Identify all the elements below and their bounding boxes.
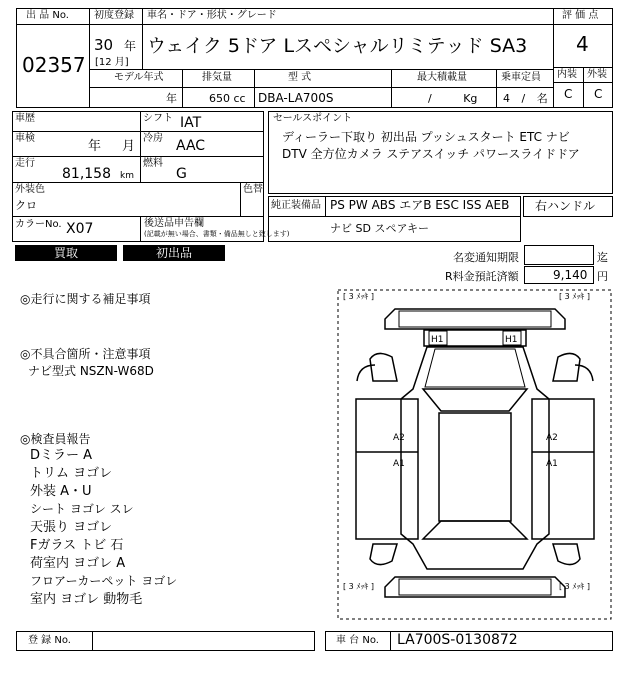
recycle-value: 9,140: [553, 268, 588, 282]
name-change-box: [524, 245, 594, 265]
buy-tag: 買取: [15, 245, 117, 261]
mileage-value: 81,158: [62, 166, 111, 182]
report-line-9: 室内 ヨゴレ 動物毛: [30, 592, 143, 607]
car-name: ウェイク 5ドア Lスペシャルリミテッド SA3: [147, 35, 528, 57]
exterior-label: 外装: [587, 69, 607, 80]
shift-value: IAT: [180, 115, 202, 131]
reg-month: [12 月]: [95, 57, 129, 68]
aftermarket-note: (記載が無い場合、書類・備品無しと致します): [144, 230, 290, 238]
equipment-label: 純正装備品: [271, 200, 321, 211]
name-change-unit: 迄: [597, 251, 608, 264]
max-load-label: 最大積載量: [417, 72, 467, 83]
aftermarket-items: ナビ SD スペアキー: [330, 222, 430, 235]
mark-a1-right: A1: [546, 459, 558, 469]
car-damage-diagram: [337, 289, 612, 620]
first-reg-label: 初度登録: [94, 10, 134, 21]
defect-line: ナビ型式 NSZN-W68D: [28, 364, 154, 378]
lot-label: 出 品 No.: [26, 10, 69, 21]
interior-label: 内装: [557, 69, 577, 80]
sales-line-1: ディーラー下取り 初出品 プッシュスタート ETC ナビ: [282, 130, 570, 144]
inspection-label: 車検: [15, 133, 35, 144]
fuel-value: G: [176, 166, 187, 182]
ext-color-value: クロ: [15, 199, 37, 212]
inspection-month: 月: [122, 139, 136, 154]
exterior-grade: C: [594, 87, 603, 101]
ac-value: AAC: [176, 138, 206, 154]
driving-notes-title: ◎走行に関する補足事項: [20, 292, 151, 306]
color-change-label: 色替: [243, 184, 263, 195]
score-label: 評 価 点: [562, 10, 599, 21]
report-line-2: トリム ヨゴレ: [30, 466, 113, 481]
corner-label-br: [ 3 ﾒｯｷ ]: [559, 582, 590, 591]
mark-a2-left: A2: [393, 433, 405, 443]
model-label: 車名・ドア・形状・グレード: [147, 10, 277, 21]
sales-label: セールスポイント: [273, 113, 353, 124]
report-line-3: 外装 A・U: [30, 484, 92, 499]
history-label: 車歴: [15, 113, 35, 124]
inspector-report-title: ◎検査員報告: [20, 432, 91, 446]
max-load-value: / Kg: [428, 92, 478, 105]
type-value: DBA-LA700S: [258, 91, 334, 105]
chassis-label: 車 台 No.: [336, 635, 379, 646]
chassis-value: LA700S-0130872: [397, 632, 518, 648]
displacement-label: 排気量: [202, 72, 232, 83]
inspection-year: 年: [88, 139, 102, 154]
report-line-1: Dミラー A: [30, 448, 93, 463]
model-year-label: モデル年式: [114, 72, 164, 83]
displacement-value: 650 cc: [209, 92, 246, 105]
overall-score: 4: [576, 32, 589, 56]
handle-value: 右ハンドル: [535, 199, 596, 213]
report-line-5: 天張り ヨゴレ: [30, 520, 113, 535]
mark-h1-left: H1: [431, 335, 444, 345]
recycle-unit: 円: [597, 270, 608, 283]
name-change-label: 名変通知期限: [453, 251, 519, 264]
mileage-label: 走行: [15, 158, 35, 169]
model-year-unit: 年: [166, 92, 177, 105]
corner-label-tr: [ 3 ﾒｯｷ ]: [559, 292, 590, 301]
type-label: 型 式: [288, 72, 312, 83]
lot-number: 02357: [22, 53, 86, 77]
sales-line-2: DTV 全方位カメラ ステアスイッチ パワースライドドア: [282, 147, 580, 161]
report-line-4: シート ヨゴレ スレ: [30, 502, 134, 516]
capacity-label: 乗車定員: [501, 72, 541, 83]
reg-year: 30: [94, 36, 114, 54]
fuel-label: 燃料: [143, 158, 163, 169]
report-line-6: Fガラス トビ 石: [30, 538, 124, 553]
capacity-value: 4 / 名: [503, 92, 548, 105]
reg-year-unit: 年: [124, 39, 137, 53]
first-listing-tag: 初出品: [123, 245, 225, 261]
defect-notes-title: ◎不具合箇所・注意事項: [20, 347, 151, 361]
aftermarket-label: 後送品申告欄: [144, 218, 204, 229]
mileage-unit: km: [120, 171, 134, 181]
ext-color-label: 外装色: [15, 184, 45, 195]
reg-no-label: 登 録 No.: [28, 635, 71, 646]
report-line-7: 荷室内 ヨゴレ A: [30, 556, 126, 571]
color-no-value: X07: [66, 221, 94, 237]
equipment-value: PS PW ABS エアB ESC ISS AEB: [330, 198, 510, 212]
shift-label: シフト: [143, 113, 173, 124]
mark-a2-right: A2: [546, 433, 558, 443]
ac-label: 冷房: [143, 133, 163, 144]
recycle-label: R料金預託済額: [445, 270, 519, 283]
corner-label-tl: [ 3 ﾒｯｷ ]: [343, 292, 374, 301]
mark-h1-right: H1: [505, 335, 518, 345]
color-no-label: カラーNo.: [15, 219, 62, 230]
report-line-8: フロアーカーペット ヨゴレ: [30, 574, 178, 588]
interior-grade: C: [564, 87, 573, 101]
mark-a1-left: A1: [393, 459, 405, 469]
corner-label-bl: [ 3 ﾒｯｷ ]: [343, 582, 374, 591]
